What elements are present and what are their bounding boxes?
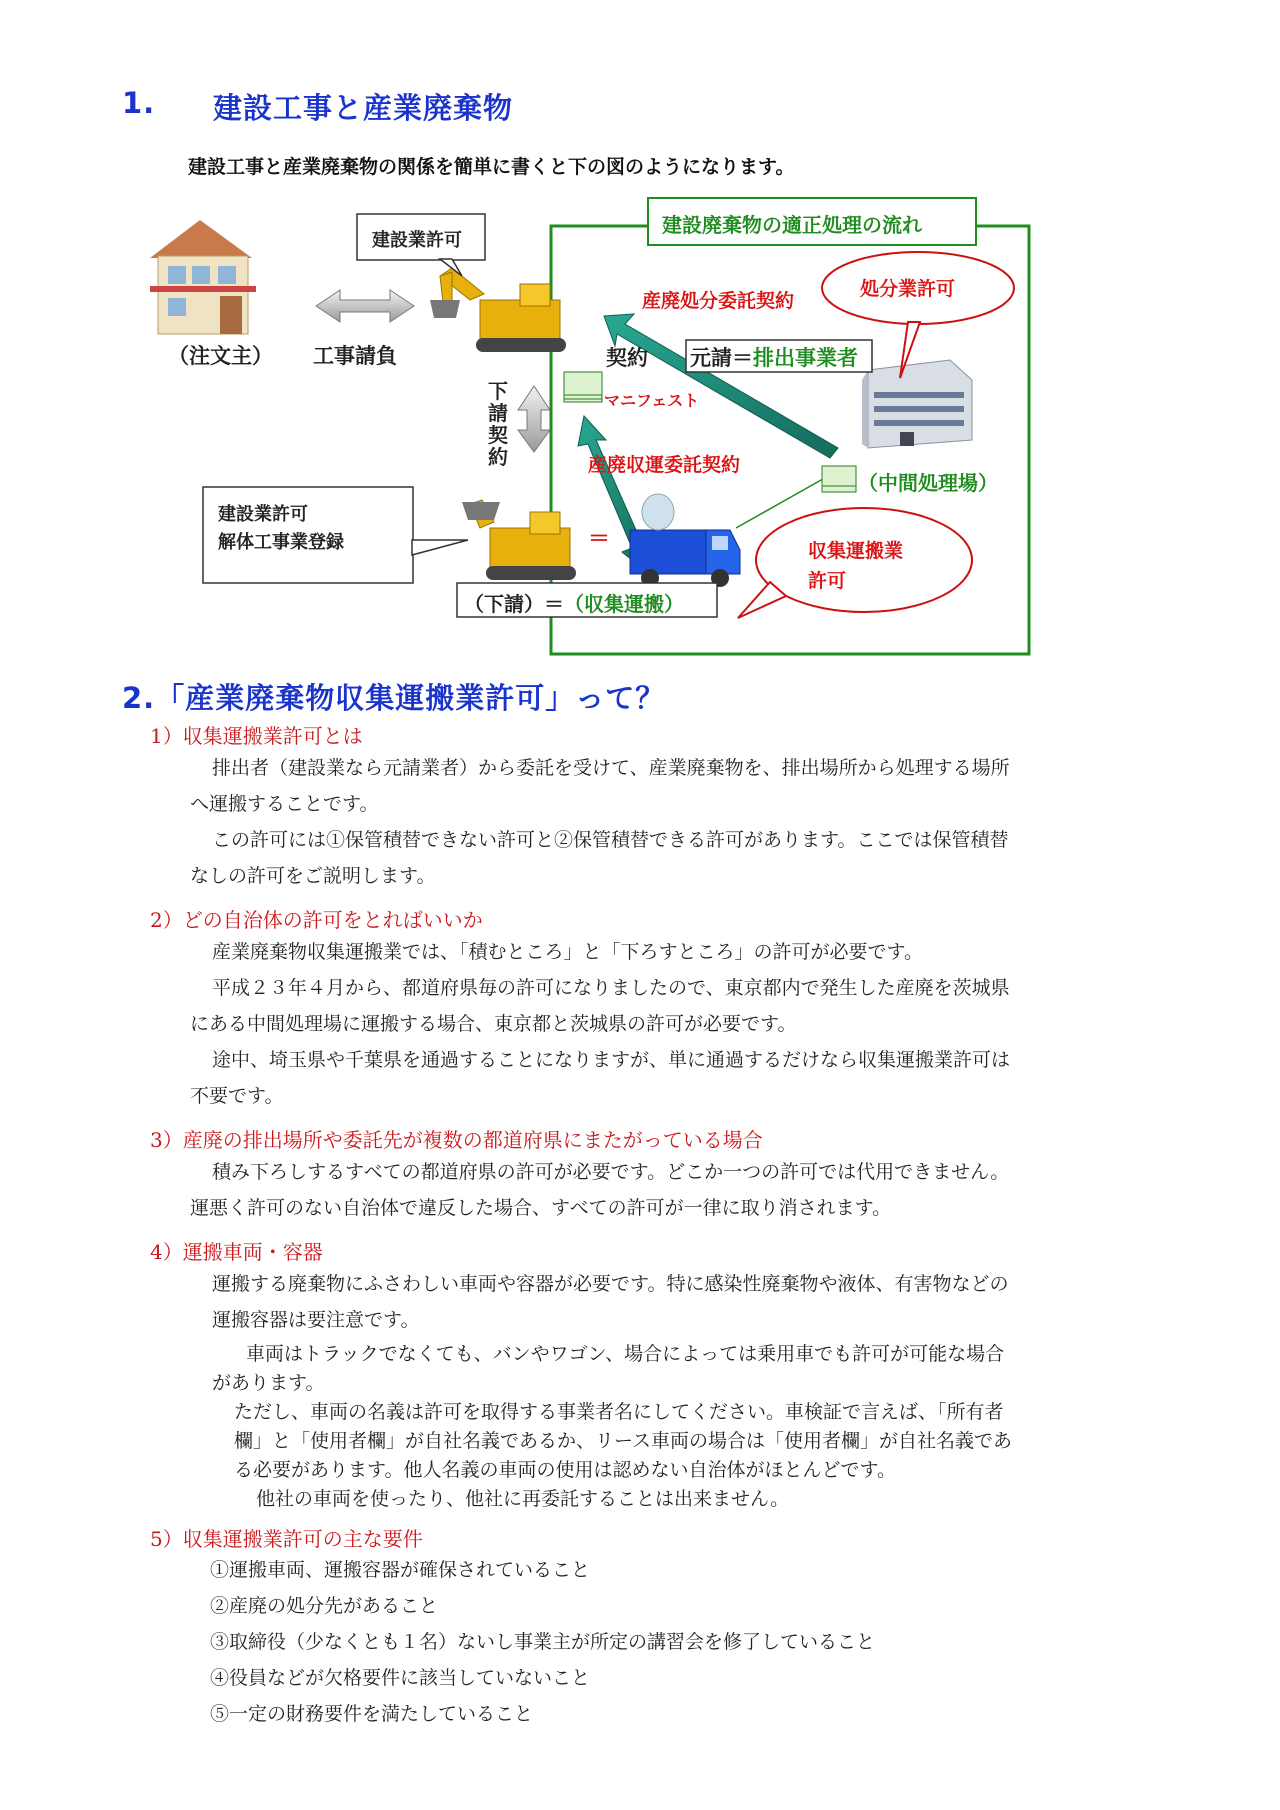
s5-heading: 5）収集運搬業許可の主な要件 bbox=[150, 1527, 423, 1551]
excavator-top-icon bbox=[430, 268, 566, 352]
subcontractor-label bbox=[464, 588, 684, 617]
prime-value: 排出事業者 bbox=[753, 346, 858, 370]
diagram bbox=[0, 0, 1280, 670]
prime-contractor-label bbox=[690, 342, 858, 372]
double-arrow-horizontal bbox=[316, 290, 414, 322]
s4-p3c: る必要があります。他人名義の車両の使用は認めない自治体がほとんどです。 bbox=[234, 1459, 896, 1481]
s1-p1b: へ運搬することです。 bbox=[190, 793, 379, 815]
s3-p1b: 運悪く許可のない自治体で違反した場合、すべての許可が一律に取り消されます。 bbox=[190, 1197, 892, 1219]
facility-label: （中間処理場） bbox=[858, 471, 998, 495]
s4-p3a: ただし、車両の名義は許可を取得する事業者名にしてください。車検証で言えば、「所有者 bbox=[234, 1401, 1004, 1423]
transport-contract-label: 産廃収運委託契約 bbox=[588, 454, 741, 476]
s3-heading: 3）産廃の排出場所や委託先が複数の都道府県にまたがっている場合 bbox=[150, 1128, 763, 1152]
s1-body bbox=[190, 750, 1170, 894]
s2-body bbox=[190, 934, 1170, 1114]
s5-item: ⑤一定の財務要件を満たしていること bbox=[210, 1703, 534, 1725]
s4-body-a bbox=[212, 1266, 1192, 1338]
disposal-contract-arrow bbox=[604, 314, 838, 458]
double-arrow-vertical bbox=[518, 386, 550, 452]
s4-p2b: があります。 bbox=[212, 1372, 325, 1394]
client-label: （注文主） bbox=[168, 344, 273, 368]
sub-label: （下請）＝ bbox=[464, 592, 564, 616]
s5-item: ②産廃の処分先があること bbox=[210, 1595, 439, 1617]
transport-license-line2: 許可 bbox=[808, 570, 847, 592]
s4-p2a: 車両はトラックでなくても、バンやワゴン、場合によっては乗用車でも許可が可能な場合 bbox=[246, 1343, 1005, 1365]
excavator-bottom-icon bbox=[462, 500, 576, 580]
truck-icon bbox=[630, 494, 740, 587]
disposal-contract-label: 産廃処分委託契約 bbox=[642, 290, 795, 312]
house-icon bbox=[150, 220, 256, 334]
s3-body bbox=[190, 1154, 1170, 1226]
section1-number: 1. bbox=[122, 86, 156, 120]
s5-item: ①運搬車両、運搬容器が確保されていること bbox=[210, 1559, 591, 1581]
s2-p3b: 不要です。 bbox=[190, 1085, 284, 1107]
manifest-label: マニフェスト bbox=[604, 391, 700, 410]
manifest-icon bbox=[564, 372, 602, 402]
section1-lead: 建設工事と産業廃棄物の関係を簡単に書くと下の図のようになります。 bbox=[188, 156, 795, 178]
s5-item: ③取締役（少なくとも１名）ないし事業主が所定の講習会を修了していること bbox=[210, 1631, 876, 1653]
contractor-license-label: 建設業許可 bbox=[372, 230, 462, 251]
s2-heading: 2）どの自治体の許可をとればいいか bbox=[150, 908, 483, 932]
s1-p1a: 排出者（建設業なら元請業者）から委託を受けて、産業廃棄物を、排出場所から処理する場所 bbox=[212, 757, 1010, 779]
section1-title: 建設工事と産業廃棄物 bbox=[213, 91, 514, 125]
s2-p1: 産業廃棄物収集運搬業では、「積むところ」と「下ろすところ」の許可が必要です。 bbox=[212, 941, 923, 963]
s1-heading: 1）収集運搬業許可とは bbox=[150, 724, 363, 748]
s4-body-b bbox=[212, 1340, 1192, 1514]
construction-contract-label: 工事請負 bbox=[313, 344, 397, 368]
s1-p2b: なしの許可をご説明します。 bbox=[190, 865, 436, 887]
section2-heading bbox=[122, 676, 665, 717]
flow-title: 建設廃棄物の適正処理の流れ bbox=[662, 213, 922, 237]
manifest-icon-facility bbox=[822, 466, 856, 492]
equals-sign: ＝ bbox=[588, 527, 611, 552]
s3-p1a: 積み下ろしするすべての都道府県の許可が必要です。どこか一つの許可では代用できません。 bbox=[212, 1161, 1010, 1183]
s5-list bbox=[210, 1552, 1190, 1732]
section2-title: 「産業廃棄物収集運搬業許可」って？ bbox=[155, 681, 666, 715]
s5-item: ④役員などが欠格要件に該当していないこと bbox=[210, 1667, 591, 1689]
s4-p1a: 運搬する廃棄物にふさわしい車両や容器が必要です。特に感染性廃棄物や液体、有害物などの bbox=[212, 1273, 1009, 1295]
s2-p3a: 途中、埼玉県や千葉県を通過することになりますが、単に通過するだけなら収集運搬業許可は bbox=[212, 1049, 1011, 1071]
s2-p2b: にある中間処理場に運搬する場合、東京都と茨城県の許可が必要です。 bbox=[190, 1013, 797, 1035]
s4-p4: 他社の車両を使ったり、他社に再委託することは出来ません。 bbox=[256, 1488, 790, 1510]
s4-p3b: 欄」と「使用者欄」が自社名義であるか、リース車両の場合は「使用者欄」が自社名義であ bbox=[234, 1430, 1013, 1452]
disposal-license-label: 処分業許可 bbox=[860, 278, 956, 300]
sub-box-line2: 解体工事業登録 bbox=[218, 532, 344, 553]
s2-p2a: 平成２３年４月から、都道府県毎の許可になりましたので、東京都内で発生した産廃を茨城県 bbox=[212, 977, 1010, 999]
contract-label: 契約 bbox=[606, 346, 648, 370]
diagram-graphics bbox=[0, 0, 1280, 670]
transport-license-line1: 収集運搬業 bbox=[808, 540, 904, 562]
subcontract-label: 下請契約 bbox=[488, 379, 508, 469]
prime-label: 元請＝ bbox=[690, 346, 753, 370]
s4-p1b: 運搬容器は要注意です。 bbox=[212, 1309, 420, 1331]
sub-box-line1: 建設業許可 bbox=[218, 504, 308, 525]
section2-number: 2. bbox=[122, 681, 156, 715]
s4-heading: 4）運搬車両・容器 bbox=[150, 1240, 323, 1264]
s1-p2a: この許可には①保管積替できない許可と②保管積替できる許可があります。ここでは保管積替 bbox=[212, 829, 1009, 851]
building-icon bbox=[862, 360, 972, 448]
sub-value: （収集運搬） bbox=[564, 592, 684, 616]
